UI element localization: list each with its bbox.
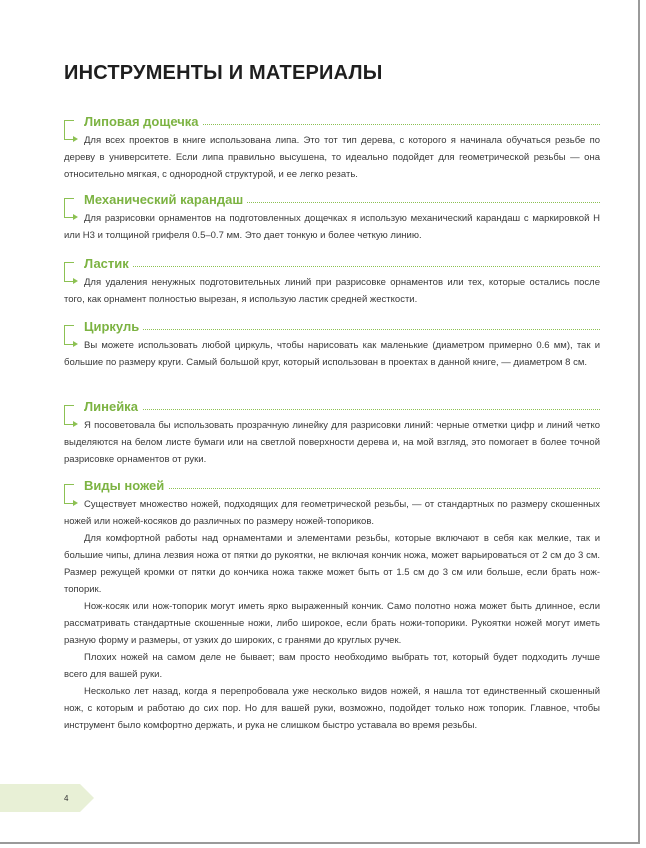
paragraph: Для удаления ненужных подготовительных линий при разрисовке орнаментов или тех, которые остались после того, как орнамент полностью вырезан, я использую ластик средней жесткости. <box>64 277 600 305</box>
section-body <box>64 132 600 183</box>
corner-bracket-icon <box>64 405 74 417</box>
section-header <box>64 114 600 130</box>
section-header <box>64 319 600 335</box>
paragraph: Плохих ножей на самом деле не бывает; вам просто необходимо выбрать тот, который будет подходить лучше всего для вашей руки. <box>64 652 600 680</box>
section-header <box>64 256 600 272</box>
arrow-right-icon <box>64 337 80 351</box>
section-title: Ластик <box>84 256 133 272</box>
section-title: Липовая дощечка <box>84 114 203 130</box>
dotted-rule <box>84 329 600 330</box>
section-ruler <box>64 399 600 468</box>
paragraph: Для комфортной работы над орнаментами и элементами резьбы, которые включают в себя как мелкие, так и большие чипы, длина лезвия ножа от пятки до рукоятки, не включая кончик ножа, может варьироваться от 2 см до 3 см. Размер режущей кромки от пятки до кончика ножа также может быть от 1.5 см до 3 см или больше, если брать нож-топорик. <box>64 533 600 595</box>
section-title: Виды ножей <box>84 478 168 494</box>
section-title: Механический карандаш <box>84 192 247 208</box>
paragraph: Вы можете использовать любой циркуль, чтобы нарисовать как маленькие (диаметром примерно 0.6 мм), так и большие по размеру круги. Самый большой круг, который использован в проектах в данной книге, — диаметром 8 см. <box>64 340 600 368</box>
section-header <box>64 192 600 208</box>
corner-bracket-icon <box>64 325 74 337</box>
section-body <box>64 337 600 371</box>
arrow-right-icon <box>64 210 80 224</box>
section-title: Циркуль <box>84 319 143 335</box>
arrow-right-icon <box>64 274 80 288</box>
arrow-right-icon <box>64 496 80 510</box>
paragraph: Для разрисовки орнаментов на подготовленных дощечках я использую механический карандаш с маркировкой H или H3 и толщиной грифеля 0.5–0.7 мм. Это дает тонкую и более четкую линию. <box>64 213 600 241</box>
corner-bracket-icon <box>64 484 74 496</box>
section-body <box>64 210 600 244</box>
paragraph: Нож-косяк или нож-топорик могут иметь ярко выраженный кончик. Само полотно ножа может быть длинное, если рассматривать стандартные скошенные ножи, либо широкое, если брать ножи-топорики. Рукоятки ножей могут иметь разную форму и размеры, от узких до широких, с гранями до круглых ручек. <box>64 601 600 646</box>
arrow-right-icon <box>64 417 80 431</box>
corner-bracket-icon <box>64 120 74 132</box>
page-title: ИНСТРУМЕНТЫ И МАТЕРИАЛЫ <box>64 62 383 84</box>
section-linden-board <box>64 114 600 183</box>
corner-bracket-icon <box>64 262 74 274</box>
paragraph: Для всех проектов в книге использована липа. Это тот тип дерева, с которого я начинала обучаться резьбе по дереву в университете. Если липа правильно высушена, то идеально подойдет для геометрической резьбы — она относительно мягкая, с однородной структурой, и ее легко резать. <box>64 135 600 180</box>
dotted-rule <box>84 266 600 267</box>
arrow-right-icon <box>64 132 80 146</box>
page-number: 4 <box>64 794 69 803</box>
paragraph: Существует множество ножей, подходящих для геометрической резьбы, — от стандартных по размеру скошенных ножей или ножей-косяков до различных по размеру ножей-топориков. <box>64 499 600 527</box>
dotted-rule <box>84 409 600 410</box>
corner-bracket-icon <box>64 198 74 210</box>
section-body <box>64 274 600 308</box>
section-mechanical-pencil <box>64 192 600 244</box>
section-header <box>64 399 600 415</box>
section-knife-types <box>64 478 600 734</box>
section-eraser <box>64 256 600 308</box>
section-compass <box>64 319 600 371</box>
paragraph: Я посоветовала бы использовать прозрачную линейку для разрисовки линий: черные отметки цифр и линий четко выделяются на белом листе бумаги или на светлой поверхности дерева и, на мой взгляд, это помогает в более точной разрисовке орнаментов от руки. <box>64 420 600 465</box>
section-body <box>64 496 600 734</box>
section-header <box>64 478 600 494</box>
section-title: Линейка <box>84 399 142 415</box>
section-body <box>64 417 600 468</box>
page-number-tab <box>0 784 96 812</box>
paragraph: Несколько лет назад, когда я перепробовала уже несколько видов ножей, я нашла тот единственный скошенный нож, с которым и работаю до сих пор. Но для вашей руки, возможно, подойдет только нож топорик. Главное, чтобы инструмент было комфортно держать, и рука не слишком быстро уставала во время резьбы. <box>64 686 600 731</box>
